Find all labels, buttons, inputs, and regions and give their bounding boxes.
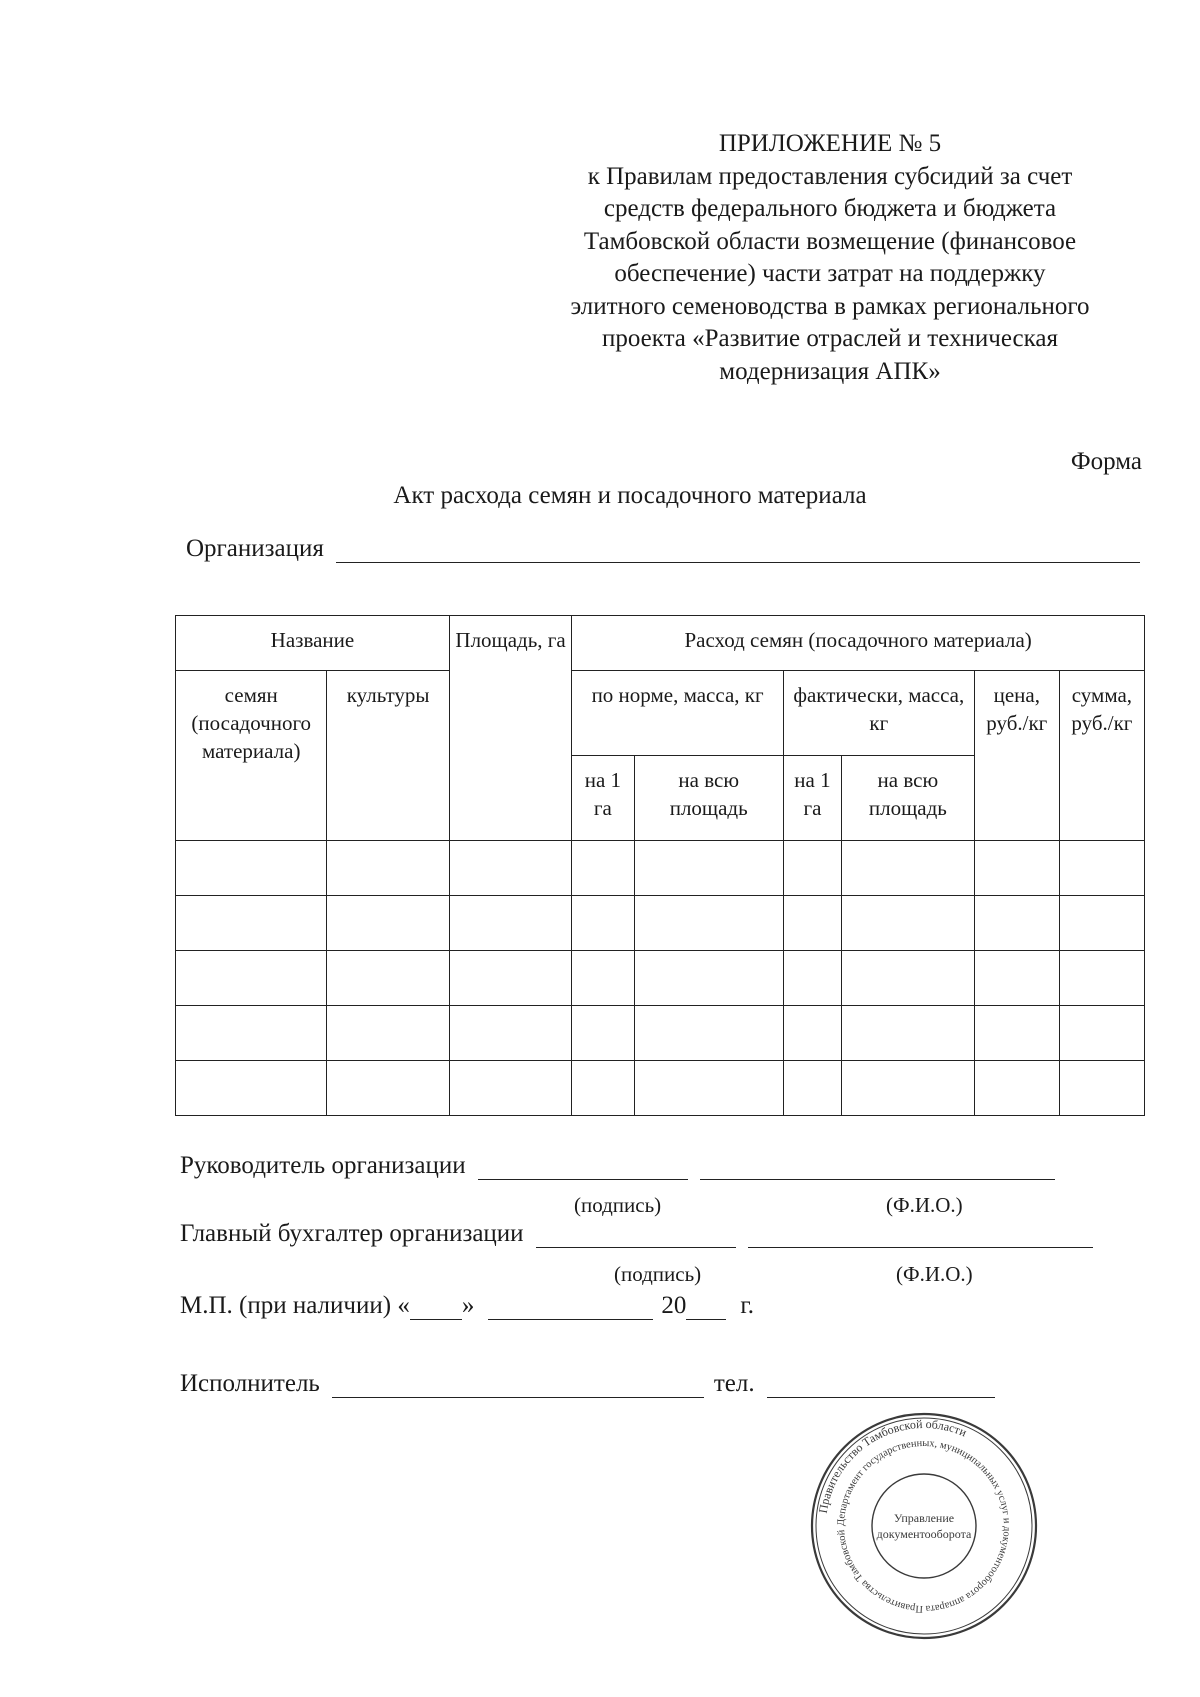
table-cell[interactable] <box>572 951 634 1006</box>
table-cell[interactable] <box>572 841 634 896</box>
head-fio-caption: (Ф.И.О.) <box>886 1193 963 1217</box>
header-culture: культуры <box>327 671 449 841</box>
table-cell[interactable] <box>449 1006 571 1061</box>
table-cell[interactable] <box>634 951 783 1006</box>
year-prefix: 20 <box>661 1292 687 1319</box>
organization-field[interactable] <box>336 536 1140 563</box>
table-cell[interactable] <box>783 1061 841 1116</box>
table-row <box>176 841 1145 896</box>
form-label: Форма <box>1070 448 1142 475</box>
table-cell[interactable] <box>572 896 634 951</box>
appendix-line: обеспечение) части затрат на поддержку <box>614 260 1046 287</box>
appendix-line: проекта «Развитие отраслей и техническая <box>601 325 1058 352</box>
year-field[interactable] <box>686 1293 726 1320</box>
table-row <box>176 951 1145 1006</box>
appendix-line: модернизация АПК» <box>719 357 941 385</box>
table-row <box>176 1006 1145 1061</box>
table-cell[interactable] <box>572 1006 634 1061</box>
table-cell[interactable] <box>783 841 841 896</box>
table-cell[interactable] <box>327 841 449 896</box>
table-row <box>176 1061 1145 1116</box>
accountant-fio-caption: (Ф.И.О.) <box>896 1262 973 1286</box>
accountant-fio-field[interactable] <box>748 1221 1093 1248</box>
accountant-signature-row <box>180 1220 1093 1248</box>
appendix-header <box>520 128 1140 388</box>
table-cell[interactable] <box>1059 896 1144 951</box>
header-norm-per-ha: на 1 га <box>572 756 634 841</box>
header-name: Название <box>176 616 450 671</box>
document-title: Акт расхода семян и посадочного материала <box>393 482 867 509</box>
head-signature-row <box>180 1152 1055 1180</box>
table-cell[interactable] <box>841 1061 974 1116</box>
appendix-number: ПРИЛОЖЕНИЕ № 5 <box>718 130 942 157</box>
table-cell[interactable] <box>449 951 571 1006</box>
accountant-signature-field[interactable] <box>536 1221 736 1248</box>
head-fio-field[interactable] <box>700 1153 1055 1180</box>
header-price: цена, руб./кг <box>974 671 1059 841</box>
table-cell[interactable] <box>783 896 841 951</box>
table-cell[interactable] <box>634 841 783 896</box>
executor-field[interactable] <box>332 1371 704 1398</box>
table-cell[interactable] <box>974 896 1059 951</box>
table-cell[interactable] <box>176 896 327 951</box>
header-actual: фактически, масса, кг <box>783 671 974 756</box>
table-cell[interactable] <box>1059 841 1144 896</box>
header-norm: по норме, масса, кг <box>572 671 784 756</box>
stamp-seal-icon <box>808 1410 1040 1642</box>
executor-row <box>180 1370 995 1398</box>
table-cell[interactable] <box>974 1006 1059 1061</box>
official-stamp <box>808 1410 1040 1642</box>
header-consumption: Расход семян (посадочного материала) <box>572 616 1145 671</box>
table-cell[interactable] <box>572 1061 634 1116</box>
table-cell[interactable] <box>176 951 327 1006</box>
table-cell[interactable] <box>634 1061 783 1116</box>
table-cell[interactable] <box>327 896 449 951</box>
table-cell[interactable] <box>327 1061 449 1116</box>
table-cell[interactable] <box>176 841 327 896</box>
day-field[interactable] <box>410 1293 462 1320</box>
accountant-signature-caption: (подпись) <box>614 1262 702 1286</box>
head-signature-caption: (подпись) <box>574 1193 662 1217</box>
table-cell[interactable] <box>974 841 1059 896</box>
phone-field[interactable] <box>767 1371 995 1398</box>
year-suffix: г. <box>740 1292 755 1319</box>
table-cell[interactable] <box>449 841 571 896</box>
table-cell[interactable] <box>449 896 571 951</box>
table-cell[interactable] <box>1059 1006 1144 1061</box>
header-actual-per-ha: на 1 га <box>783 756 841 841</box>
table-cell[interactable] <box>176 1061 327 1116</box>
table-cell[interactable] <box>841 951 974 1006</box>
date-row <box>180 1292 754 1320</box>
header-actual-total: на всю площадь <box>841 756 974 841</box>
table-cell[interactable] <box>634 1006 783 1061</box>
table-cell[interactable] <box>327 1006 449 1061</box>
stamp-center-line1: Управление <box>893 1511 955 1525</box>
stamp-center-line2: документооборота <box>876 1527 972 1541</box>
header-sum: сумма, руб./кг <box>1059 671 1144 841</box>
header-seeds: семян (посадочного материала) <box>176 671 327 841</box>
accountant-label: Главный бухгалтер организации <box>180 1220 524 1247</box>
head-signature-field[interactable] <box>478 1153 688 1180</box>
appendix-line: средств федерального бюджета и бюджета <box>603 195 1057 222</box>
table-cell[interactable] <box>1059 1061 1144 1116</box>
organization-label: Организация <box>186 535 324 562</box>
stamp-middle-text: Департамент государственных, муниципальных услуг и документооборота аппарата Правительства Тамбовской <box>835 1437 1013 1615</box>
table-cell[interactable] <box>176 1006 327 1061</box>
organization-row <box>186 535 1140 563</box>
table-cell[interactable] <box>974 951 1059 1006</box>
table-cell[interactable] <box>1059 951 1144 1006</box>
table-cell[interactable] <box>449 1061 571 1116</box>
table-cell[interactable] <box>974 1061 1059 1116</box>
table-cell[interactable] <box>327 951 449 1006</box>
appendix-line: к Правилам предоставления субсидий за счет <box>587 162 1073 190</box>
consumption-table <box>175 615 1145 1116</box>
phone-label: тел. <box>713 1370 755 1397</box>
header-norm-total: на всю площадь <box>634 756 783 841</box>
table-cell[interactable] <box>634 896 783 951</box>
table-cell[interactable] <box>841 841 974 896</box>
table-cell[interactable] <box>841 896 974 951</box>
executor-label: Исполнитель <box>180 1370 320 1397</box>
table-row <box>176 896 1145 951</box>
stamp-outer-text: Правительство Тамбовской области <box>815 1416 969 1515</box>
mp-label: М.П. (при наличии) « <box>180 1292 410 1319</box>
quote-close: » <box>461 1292 475 1319</box>
month-field[interactable] <box>488 1293 653 1320</box>
table-cell[interactable] <box>783 951 841 1006</box>
appendix-line: элитного семеноводства в рамках регионального <box>570 292 1090 320</box>
head-label: Руководитель организации <box>180 1152 466 1179</box>
header-area: Площадь, га <box>449 616 571 841</box>
table-cell[interactable] <box>841 1006 974 1061</box>
appendix-line: Тамбовской области возмещение (финансовое <box>583 227 1077 255</box>
table-cell[interactable] <box>783 1006 841 1061</box>
